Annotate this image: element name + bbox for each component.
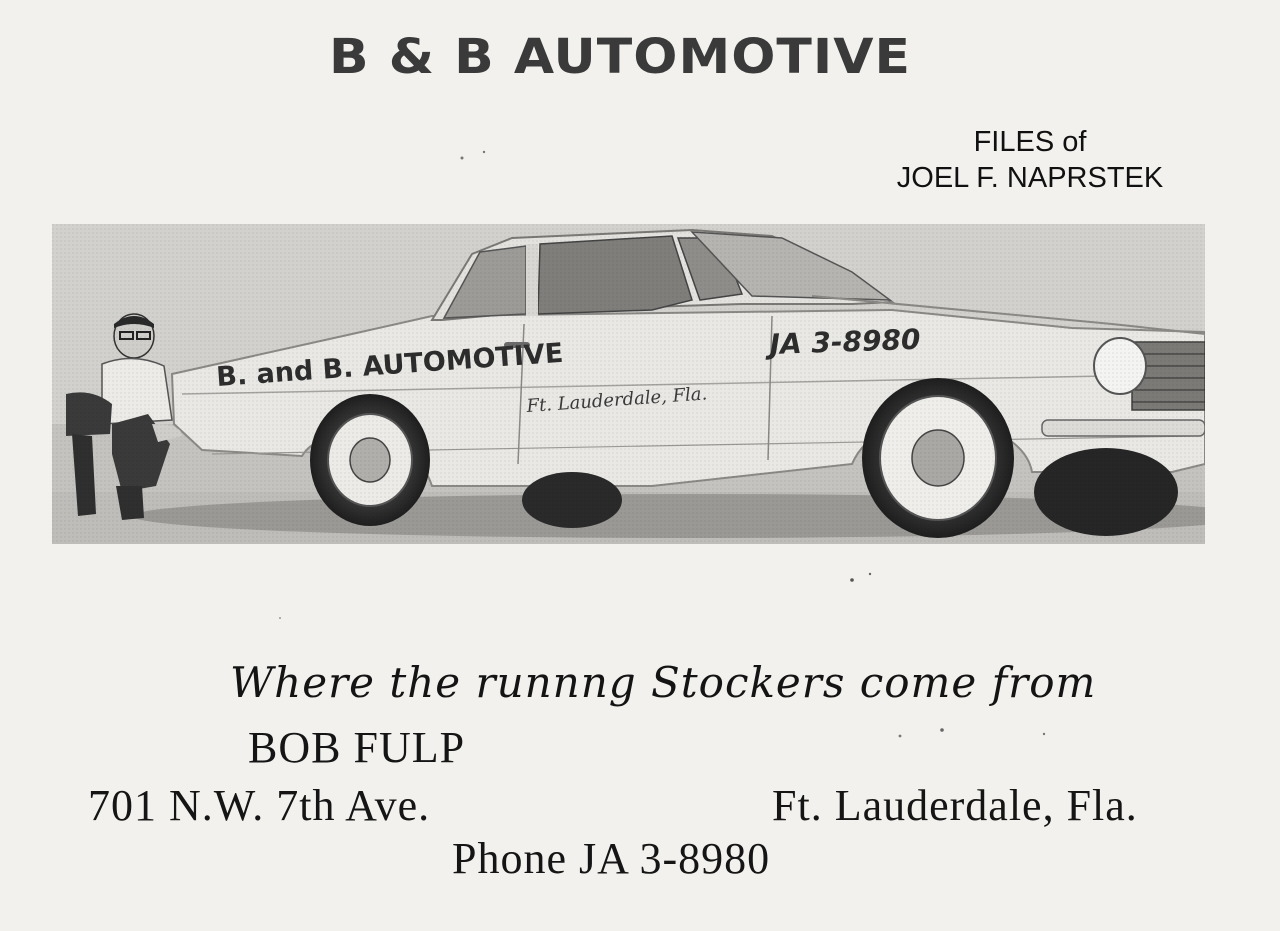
tagline: Where the runnng Stockers come from bbox=[230, 658, 1097, 707]
owner-name: BOB FULP bbox=[248, 723, 466, 772]
street-address: 701 N.W. 7th Ave. bbox=[88, 781, 431, 830]
race-car-illustration bbox=[52, 224, 1205, 544]
race-car-photo bbox=[52, 224, 1205, 544]
business-name-headline: B & B AUTOMOTIVE bbox=[328, 30, 911, 86]
credit-line-2: JOEL F. NAPRSTEK bbox=[896, 162, 1164, 194]
city-state: Ft. Lauderdale, Fla. bbox=[772, 781, 1138, 830]
phone-number: Phone JA 3-8980 bbox=[452, 834, 771, 883]
archive-credit bbox=[860, 124, 1200, 196]
credit-line-1: FILES of bbox=[973, 126, 1087, 158]
